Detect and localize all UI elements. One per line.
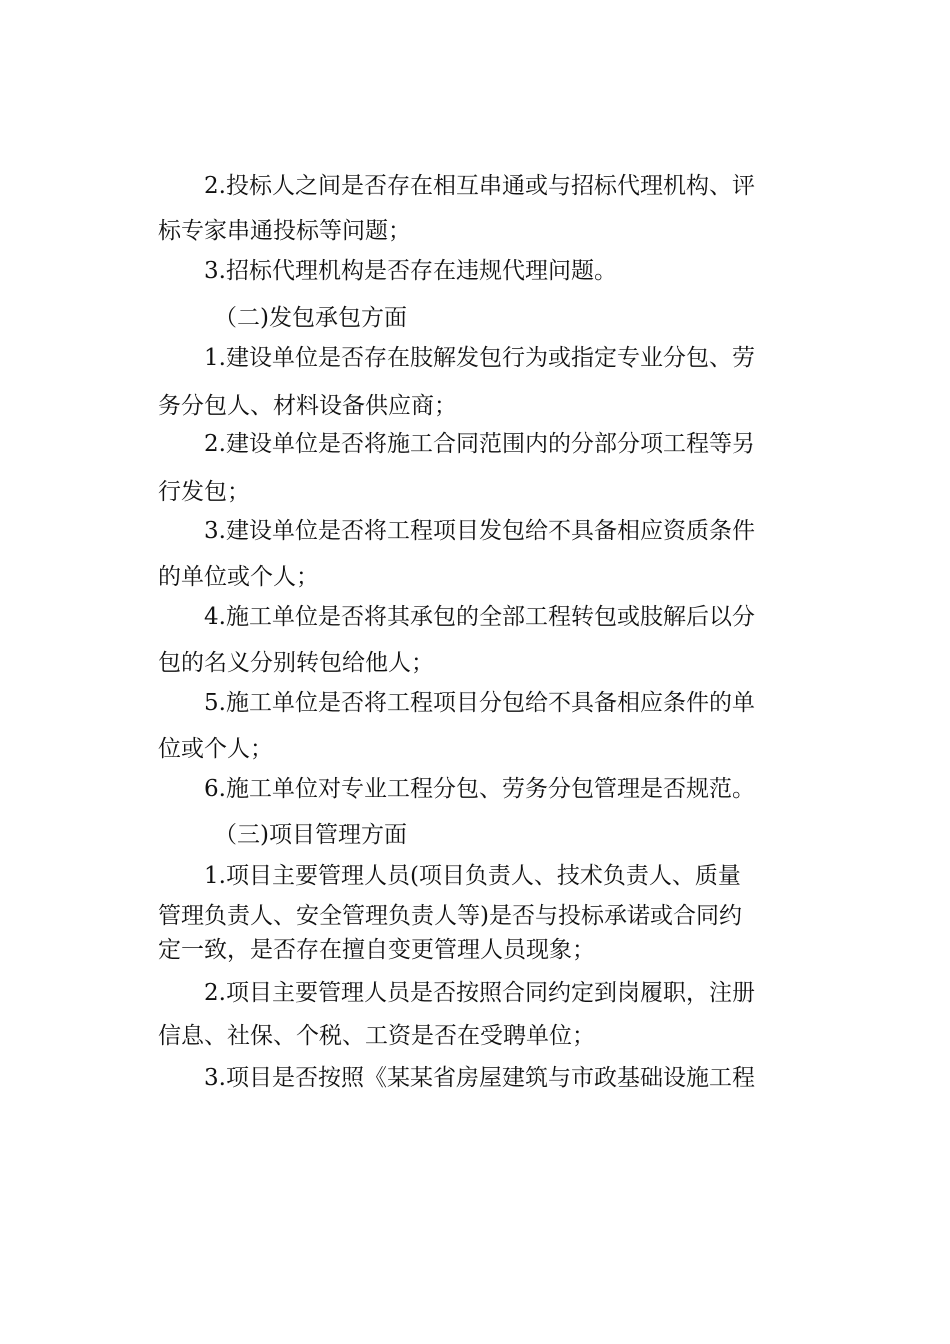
- paragraph-line: 4.施工单位是否将其承包的全部工程转包或肢解后以分: [204, 604, 755, 630]
- paragraph-line: 标专家串通投标等问题；: [158, 218, 411, 244]
- paragraph-line: 2.建设单位是否将施工合同范围内的分部分项工程等另: [204, 431, 755, 457]
- section-heading: （三)项目管理方面: [214, 822, 407, 848]
- paragraph-line: 1.项目主要管理人员(项目负责人、技术负责人、质量: [204, 863, 741, 889]
- paragraph-line: 2.投标人之间是否存在相互串通或与招标代理机构、评: [204, 173, 755, 199]
- paragraph-line: 3.招标代理机构是否存在违规代理问题。: [204, 258, 617, 284]
- paragraph-line: 6.施工单位对专业工程分包、劳务分包管理是否规范。: [204, 776, 755, 802]
- paragraph-line: 的单位或个人；: [158, 564, 319, 590]
- paragraph-line: 1.建设单位是否存在肢解发包行为或指定专业分包、劳: [204, 345, 755, 371]
- paragraph-line: 3.项目是否按照《某某省房屋建筑与市政基础设施工程: [204, 1065, 755, 1091]
- paragraph-line: 定一致，是否存在擅自变更管理人员现象；: [158, 937, 595, 963]
- paragraph-line: 5.施工单位是否将工程项目分包给不具备相应条件的单: [204, 690, 755, 716]
- paragraph-line: 位或个人；: [158, 736, 273, 762]
- paragraph-line: 管理负责人、安全管理负责人等)是否与投标承诺或合同约: [158, 903, 742, 929]
- section-heading: （二)发包承包方面: [214, 305, 407, 331]
- paragraph-line: 行发包；: [158, 479, 250, 505]
- paragraph-line: 包的名义分别转包给他人；: [158, 650, 434, 676]
- paragraph-line: 务分包人、材料设备供应商；: [158, 393, 457, 419]
- paragraph-line: 信息、社保、个税、工资是否在受聘单位；: [158, 1023, 595, 1049]
- paragraph-line: 3.建设单位是否将工程项目发包给不具备相应资质条件: [204, 518, 755, 544]
- paragraph-line: 2.项目主要管理人员是否按照合同约定到岗履职，注册: [204, 980, 755, 1006]
